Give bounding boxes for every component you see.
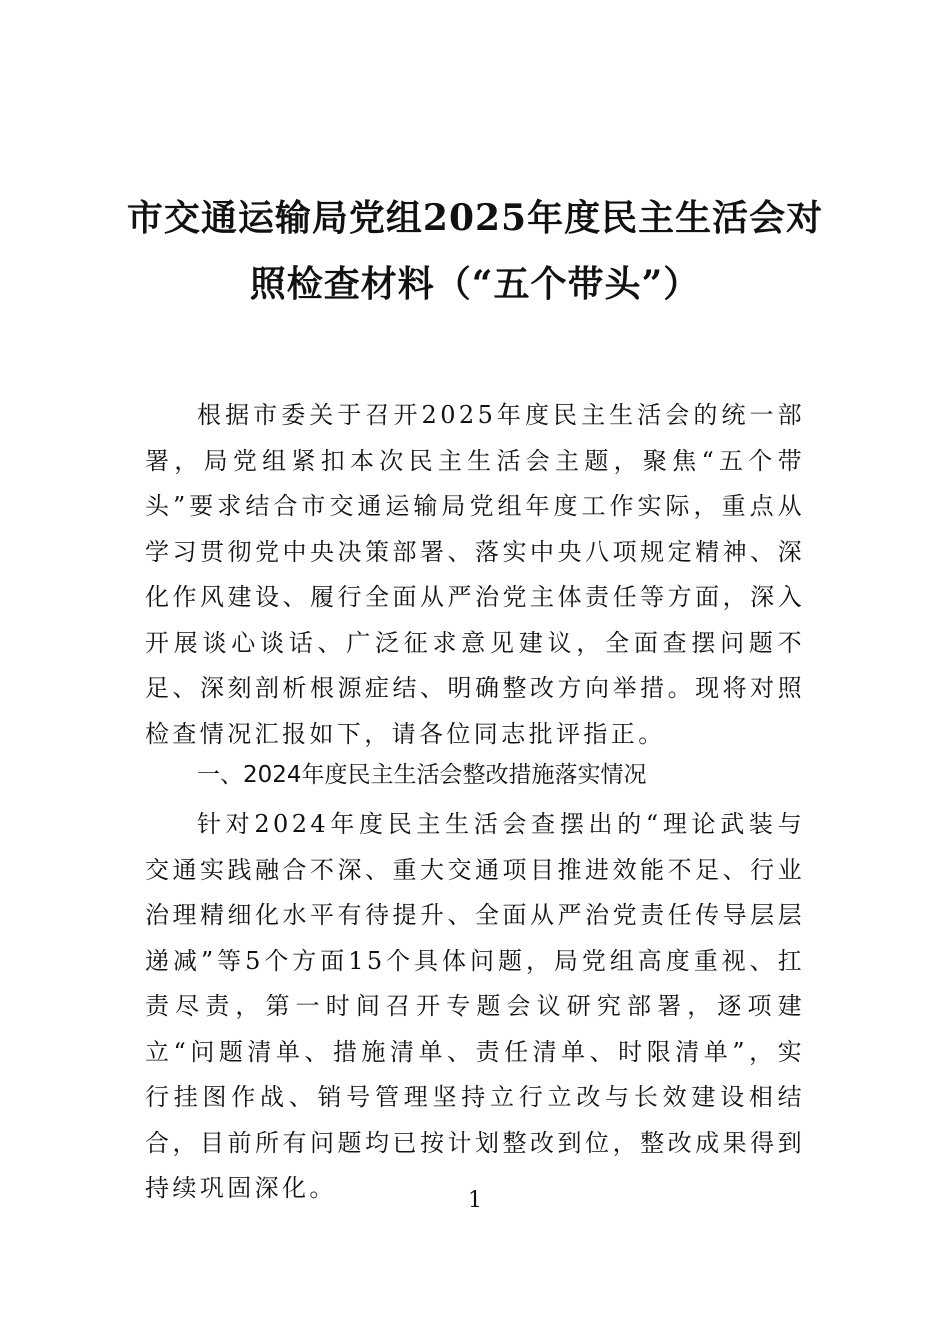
section-heading: 一、2024年度民主生活会整改措施落实情况 bbox=[197, 762, 647, 788]
page-number: 1 bbox=[468, 1188, 482, 1213]
document-title-line-1: 市交通运输局党组2025年度民主生活会对 bbox=[126, 197, 824, 239]
section-paragraph: 针对2024年度民主生活会查摆出的“理论武装与交通实践融合不深、重大交通项目推进效能不足、行业治理精细化水平有待提升、全面从严治党责任传导层层递减”等5个方面15个具体问题，局党组高度重视、扛责尽责，第一时间召开专题会议研究部署，逐项建立“问题清单、措施清单、责任清单、时限清单”，实行挂图作战、销号管理坚持立行立改与长效建设相结合，目前所有问题均已按计划整改到位，整改成果得到持续巩固深化。 bbox=[145, 810, 805, 1202]
intro-paragraph: 根据市委关于召开2025年度民主生活会的统一部署，局党组紧扣本次民主生活会主题，聚焦“五个带头”要求结合市交通运输局党组年度工作实际，重点从学习贯彻党中央决策部署、落实中央八项规定精神、深化作风建设、履行全面从严治党主体责任等方面，深入开展谈心谈话、广泛征求意见建议，全面查摆问题不足、深刻剖析根源症结、明确整改方向举措。现将对照检查情况汇报如下，请各位同志批评指正。 bbox=[145, 401, 805, 748]
document-title-line-2: 照检查材料（“五个带头”） bbox=[249, 263, 701, 305]
